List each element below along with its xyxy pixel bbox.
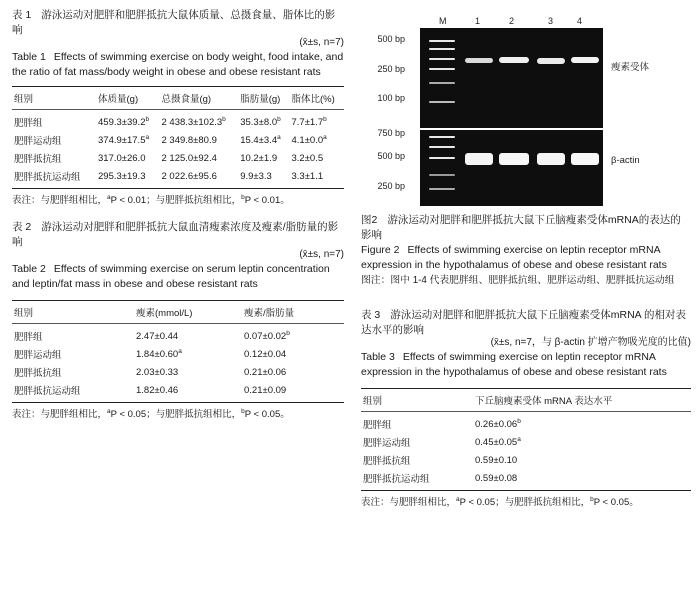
cell-value: 2 125.0±92.4 [161,152,217,164]
ladder-band [429,68,455,70]
ladder-band [429,146,455,148]
lane-label-m: M [439,16,447,26]
figure2-caption-en [361,243,691,273]
gel-top-label: 瘦素受体 [611,62,650,73]
cell-value: 2.47±0.44 [136,330,179,342]
cell-value: 9.9±3.3 [238,167,289,189]
marker-label: 100 bp [377,93,405,103]
lane-label-4: 4 [577,16,583,26]
cell-group: 肥胖运动组 [14,136,62,147]
table1-title-en-text: Effects of swimming exercise on body weight, food intake, and the ratio of fat mass/body weight in obese and obese resistant rats [12,51,344,78]
table2-note: 表注：与肥胖组相比，$^a$P < 0.05；与肥胖抵抗组相比，$^b$P < 0.05。 [12,408,290,420]
table1-number-cn: 表 1 [12,9,32,21]
table-row [12,324,344,346]
table1-number-en: Table 1 [12,51,46,63]
table2-header-leptin: 瘦素(mmol/L) [134,301,242,324]
cell-group: 肥胖抵抗组 [363,456,411,467]
cell-value: 0.59±0.10 [475,454,518,466]
marker-label: 500 bp [377,34,405,44]
table2-header-group: 组别 [12,301,134,324]
ladder-band [429,157,455,159]
table3-title-en [361,350,691,380]
cell-value: 4.1±0.0$^a$ [291,133,327,146]
table1-title-cn-text: 游泳运动对肥胖和肥胖抵抗大鼠体质量、总摄食量、脂体比的影响 [12,9,336,36]
table1-stat: (x̄±s, n=7) [299,37,344,48]
gel-bottom-label: β-actin [611,155,640,166]
table3 [361,388,691,491]
cell-value: 1.82±0.46 [134,381,242,403]
table1-title-cn [12,8,344,38]
gel-panel-bottom [420,130,603,206]
right-column [361,213,691,509]
cell-value: 0.07±0.02$^b$ [244,329,290,342]
cell-value: 35.3±8.0$^b$ [240,115,281,128]
gel-panel-top [420,28,603,128]
ladder-band [429,58,455,60]
cell-value: 295.3±19.3 [96,167,159,189]
table1-header-ratio: 脂体比(%) [290,87,345,110]
table2-title-en-text: Effects of swimming exercise on serum leptin concentration and leptin/fat mass in obese and obese resistant rats [12,263,330,290]
table3-number-cn: 表 3 [361,309,381,321]
table-row [12,131,344,149]
cell-value: 0.12±0.04 [244,348,287,360]
table1-title-en [12,50,344,80]
table-row [361,433,691,451]
left-column [12,8,344,421]
table-row [12,110,344,132]
cell-group: 肥胖组 [363,420,392,431]
actin-band-lane1 [465,153,493,165]
cell-value: 317.0±26.0 [98,152,146,164]
table-row [12,149,344,167]
table1-header-group: 组别 [12,87,96,110]
table3-header-group: 组别 [361,389,473,412]
cell-value: 7.7±1.7$^b$ [291,115,327,128]
ladder-band [429,174,455,176]
actin-band-lane2 [499,153,529,165]
figure2-caption-en-text: Effects of swimming exercise on leptin receptor mRNA expression in the hypothalamus of obese and obese resistant rats [361,244,667,271]
table2-header-ratio: 瘦素/脂肪量 [242,301,344,324]
cell-value: 3.3±1.1 [290,167,345,189]
cell-group: 肥胖运动组 [14,350,62,361]
ladder-band [429,82,455,84]
cell-value: 2 349.8±80.9 [161,134,217,146]
table1 [12,86,344,189]
table1-note: 表注：与肥胖组相比，$^a$P < 0.01；与肥胖抵抗组相比，$^b$P < 0.01。 [12,194,290,206]
sample-band-lane1 [465,58,493,63]
table2-number-en: Table 2 [12,263,46,275]
table2 [12,300,344,403]
table2-block [12,220,344,421]
table3-title-cn-text: 游泳运动对肥胖和肥胖抵抗大鼠下丘脑瘦素受体mRNA 的相对表达水平的影响 [361,309,687,336]
table3-number-en: Table 3 [361,351,395,363]
cell-value: 459.3±39.2$^b$ [98,115,150,128]
table3-note: 表注：与肥胖组相比，$^a$P < 0.05；与肥胖抵抗组相比，$^b$P < 0.05。 [361,496,639,508]
lane-label-1: 1 [475,16,481,26]
table1-block [12,8,344,207]
figure2-note: 图注：图中 1-4 代表肥胖组、肥胖抵抗组、肥胖运动组、肥胖抵抗运动组 [361,275,675,286]
sample-band-lane3 [537,58,565,64]
table3-title-cn [361,308,691,338]
cell-group: 肥胖组 [14,332,43,343]
table3-header-expression: 下丘脑瘦素受体 mRNA 表达水平 [473,389,691,412]
marker-label: 750 bp [377,128,405,138]
table-row [12,167,344,189]
actin-band-lane3 [537,153,565,165]
cell-group: 肥胖抵抗运动组 [361,469,473,491]
cell-group: 肥胖抵抗运动组 [12,167,96,189]
cell-value: 15.4±3.4$^a$ [240,133,281,146]
table-row [361,412,691,434]
table2-title-cn [12,220,344,250]
table2-number-cn: 表 2 [12,221,32,233]
ladder-band [429,48,455,50]
cell-value: 2.03±0.33 [136,366,179,378]
sample-band-lane2 [499,57,529,63]
marker-label: 250 bp [377,181,405,191]
cell-group: 肥胖抵抗组 [14,154,62,165]
figure2-gel [361,6,691,208]
table1-header-food: 总摄食量(g) [159,87,238,110]
cell-value: 0.45±0.05$^a$ [475,435,521,448]
table3-title-en-text: Effects of swimming exercise on leptin receptor mRNA expression in the hypothalamus of obese and obese resistant rats [361,351,667,378]
cell-value: 374.9±17.5$^a$ [98,133,150,146]
figure2-caption-cn-text: 游泳运动对肥胖和肥胖抵抗大鼠下丘脑瘦素受体mRNA的表达的影响 [361,214,681,241]
table-row [361,451,691,469]
ladder-band [429,188,455,190]
lane-label-3: 3 [548,16,554,26]
marker-label: 500 bp [377,151,405,161]
lane-label-2: 2 [509,16,515,26]
cell-value: 1.84±0.60$^a$ [136,347,182,360]
cell-group: 肥胖抵抗组 [14,368,62,379]
cell-group: 肥胖抵抗运动组 [12,381,134,403]
cell-group: 肥胖组 [14,118,43,129]
figure2-number-cn: 图2 [361,214,378,226]
cell-value: 2 022.6±95.6 [159,167,238,189]
marker-label: 250 bp [377,64,405,74]
cell-group: 肥胖运动组 [363,438,411,449]
table3-block [361,308,691,509]
table2-stat: (x̄±s, n=7) [299,249,344,260]
table1-header-weight: 体质量(g) [96,87,159,110]
table-row [12,345,344,363]
table1-header-fat: 脂肪量(g) [238,87,289,110]
cell-value: 2 438.3±102.3$^b$ [161,115,226,128]
cell-value: 0.26±0.06$^b$ [475,417,521,430]
ladder-band [429,136,455,138]
sample-band-lane4 [571,57,599,63]
table-row [12,363,344,381]
cell-value: 0.59±0.08 [473,469,691,491]
figure2-caption-cn [361,213,691,243]
actin-band-lane4 [571,153,599,165]
cell-value: 10.2±1.9 [240,152,278,164]
table2-title-cn-text: 游泳运动对肥胖和肥胖抵抗大鼠血清瘦素浓度及瘦素/脂肪量的影响 [12,221,339,248]
cell-value: 0.21±0.09 [242,381,344,403]
table-row [12,381,344,403]
table3-stat: (x̄±s, n=7，与 β-actin 扩增产物吸光度的比值) [490,337,691,348]
cell-value: 3.2±0.5 [291,152,324,164]
table-row [361,469,691,491]
figure2-number-en: Figure 2 [361,244,400,256]
cell-value: 0.21±0.06 [244,366,287,378]
ladder-band [429,101,455,103]
ladder-band [429,40,455,42]
table2-title-en [12,262,344,292]
